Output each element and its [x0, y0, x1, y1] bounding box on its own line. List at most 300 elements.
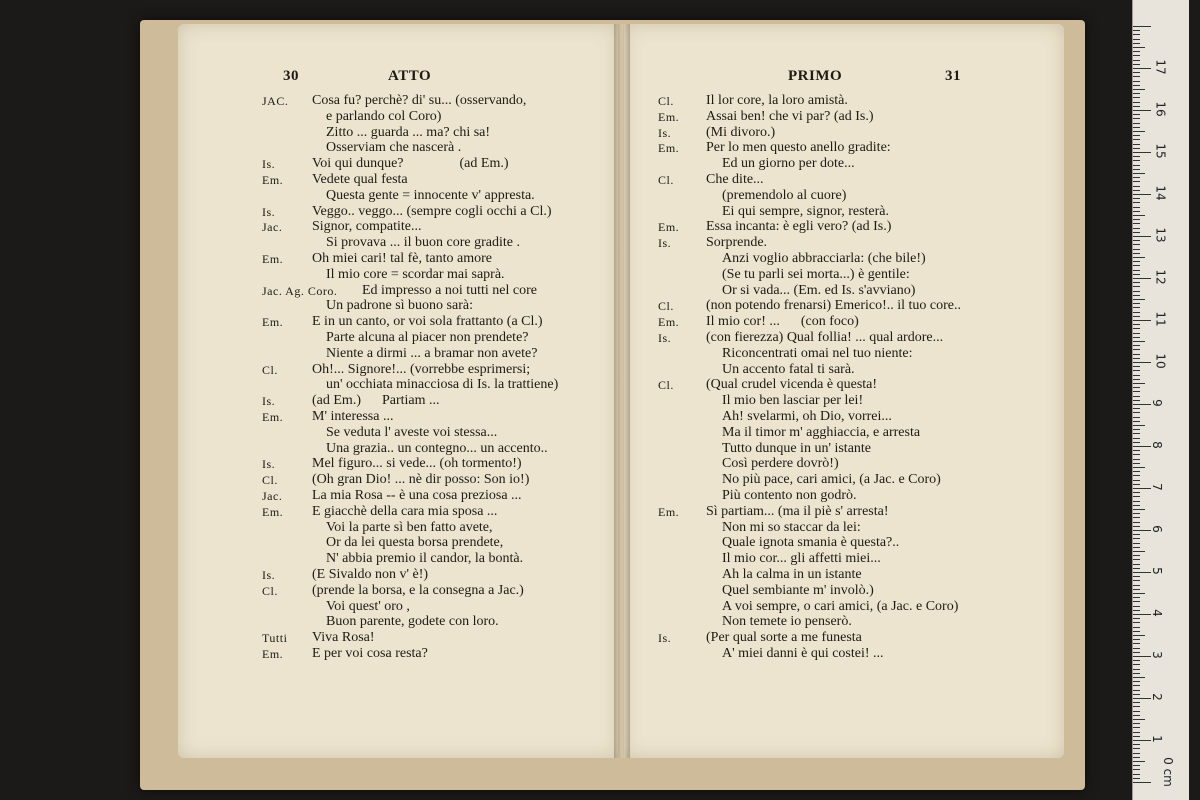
- ruler-tick: [1133, 664, 1140, 665]
- ruler-tick: [1133, 190, 1140, 191]
- ruler-tick: [1133, 685, 1140, 686]
- ruler-tick: [1133, 354, 1140, 355]
- ruler-tick: [1133, 438, 1140, 439]
- ruler-tick: [1133, 362, 1151, 363]
- ruler-tick: [1133, 551, 1145, 552]
- verse-text: Or si vada... (Em. ed Is. s'avviano): [722, 282, 916, 298]
- ruler-tick: [1133, 589, 1140, 590]
- ruler-tick: [1133, 400, 1140, 401]
- ruler-tick: [1133, 564, 1140, 565]
- ruler-tick: [1133, 715, 1140, 716]
- ruler-tick: [1133, 114, 1140, 115]
- ruler-tick: [1133, 618, 1140, 619]
- verse-text: E per voi cosa resta?: [312, 646, 428, 661]
- ruler-tick: [1133, 270, 1140, 271]
- ruler-tick: [1133, 240, 1140, 241]
- ruler-tick: [1133, 60, 1140, 61]
- ruler-tick: [1133, 744, 1140, 745]
- ruler-tick: [1133, 303, 1140, 304]
- ruler-tick: [1133, 727, 1140, 728]
- ruler-tick: [1133, 349, 1140, 350]
- ruler-tick: [1133, 421, 1140, 422]
- ruler-tick: [1133, 627, 1140, 628]
- verse-text: Voi qui dunque? (ad Em.): [312, 156, 509, 172]
- ruler-tick: [1133, 177, 1140, 178]
- ruler-tick: [1133, 711, 1140, 712]
- speaker-label: Is.: [658, 331, 672, 345]
- ruler-tick: [1133, 106, 1140, 107]
- verse-text: Buon parente, godete con loro.: [326, 614, 499, 630]
- ruler-number: 2: [1149, 693, 1164, 701]
- verse-text: Oh miei cari! tal fè, tanto amore: [312, 251, 492, 266]
- ruler-tick: [1133, 622, 1140, 623]
- ruler-tick: [1133, 635, 1145, 636]
- ruler-tick: [1133, 43, 1140, 44]
- speaker-label: Em.: [262, 315, 284, 330]
- verse-text: Anzi voglio abbracciarla: (che bile!): [722, 251, 926, 266]
- ruler-tick: [1133, 328, 1140, 329]
- right-running-head: PRIMO: [788, 68, 843, 84]
- verse-text: (non potendo frenarsi) Emerico!.. il tuo core..: [706, 298, 962, 314]
- verse-text: Ed impresso a noi tutti nel core: [362, 282, 537, 298]
- ruler-tick: [1133, 85, 1140, 86]
- ruler-number: 8: [1149, 441, 1164, 449]
- ruler-tick: [1133, 257, 1145, 258]
- ruler-number: 10: [1153, 353, 1168, 369]
- right-page-number: 31: [945, 68, 961, 84]
- verse-text: Voi la parte sì ben fatto avete,: [326, 519, 493, 535]
- verse-text: Quel sembiante m' involò.): [722, 582, 874, 598]
- ruler-tick: [1133, 396, 1140, 397]
- verse-text: Un padrone sì buono sarà:: [326, 298, 473, 314]
- ruler-tick: [1133, 454, 1140, 455]
- ruler-tick: [1133, 295, 1140, 296]
- ruler-tick: [1133, 694, 1140, 695]
- verse-text: (Per qual sorte a me funesta: [706, 630, 862, 646]
- ruler-tick: [1133, 631, 1140, 632]
- speaker-label: Em.: [262, 647, 284, 661]
- ruler-tick: [1133, 152, 1151, 153]
- verse-text: Il mio core = scordar mai saprà.: [326, 266, 505, 282]
- ruler-tick: [1133, 211, 1140, 212]
- ruler-tick: [1133, 194, 1151, 195]
- ruler-tick: [1133, 89, 1145, 90]
- ruler-tick: [1133, 148, 1140, 149]
- verse-text: Se veduta l' aveste voi stessa...: [326, 424, 498, 440]
- ruler-tick: [1133, 669, 1140, 670]
- verse-text: Voi quest' oro ,: [326, 598, 410, 614]
- speaker-label: Is.: [262, 394, 276, 409]
- speaker-label: Jac.: [262, 489, 283, 503]
- verse-text: Riconcentrati omai nel tuo niente:: [722, 345, 913, 361]
- verse-text: Ah! svelarmi, oh Dio, vorrei...: [722, 409, 892, 424]
- verse-text: Il mio cor... gli affetti miei...: [722, 551, 881, 567]
- verse-text: (ad Em.) Partiam ...: [312, 393, 440, 409]
- ruler-tick: [1133, 39, 1140, 40]
- ruler-tick: [1133, 236, 1151, 237]
- ruler-tick: [1133, 127, 1140, 128]
- verse-text: Quale ignota smania è questa?..: [722, 535, 900, 551]
- ruler-tick: [1133, 139, 1140, 140]
- ruler-number: 4: [1149, 609, 1164, 617]
- speaker-label: Cl.: [658, 94, 674, 108]
- ruler-tick: [1133, 366, 1140, 367]
- ruler-tick: [1133, 543, 1140, 544]
- verse-text: No più pace, cari amici, (a Jac. e Coro): [722, 472, 941, 488]
- verse-text: Il lor core, la loro amistà.: [706, 93, 848, 108]
- ruler-number: 1: [1149, 735, 1164, 743]
- verse-text: Osserviam che nascerà .: [326, 140, 462, 156]
- speaker-label: Jac.: [262, 220, 283, 235]
- speaker-label: Cl.: [262, 473, 278, 488]
- ruler-tick: [1133, 358, 1140, 359]
- ruler-tick: [1133, 274, 1140, 275]
- ruler-tick: [1133, 484, 1140, 485]
- ruler-tick: [1133, 568, 1140, 569]
- ruler-tick: [1133, 320, 1151, 321]
- ruler-tick: [1133, 110, 1151, 111]
- verse-text: A' miei danni è qui costei! ...: [722, 646, 884, 661]
- ruler-tick: [1133, 64, 1140, 65]
- ruler-number: 12: [1153, 269, 1168, 285]
- ruler-tick: [1133, 324, 1140, 325]
- ruler-tick: [1133, 135, 1140, 136]
- ruler-tick: [1133, 774, 1140, 775]
- ruler-unit-label: 0 cm: [1160, 757, 1175, 787]
- ruler-tick: [1133, 383, 1145, 384]
- verse-text: Viva Rosa!: [312, 630, 375, 646]
- left-page-number: 30: [283, 68, 299, 84]
- ruler-number: 13: [1153, 227, 1168, 243]
- ruler-tick: [1133, 740, 1151, 741]
- ruler-tick: [1133, 513, 1140, 514]
- ruler-tick: [1133, 232, 1140, 233]
- speaker-label: Em.: [658, 315, 680, 330]
- ruler-tick: [1133, 614, 1151, 615]
- ruler-tick: [1133, 202, 1140, 203]
- verse-text: Ma il timor m' agghiaccia, e arresta: [722, 424, 921, 440]
- verse-text: (Oh gran Dio! ... nè dir posso: Son io!): [312, 472, 530, 488]
- ruler-tick: [1133, 501, 1140, 502]
- ruler-tick: [1133, 404, 1151, 405]
- ruler-tick: [1133, 681, 1140, 682]
- ruler-tick: [1133, 526, 1140, 527]
- ruler-number: 6: [1149, 525, 1164, 533]
- speaker-label: Is.: [262, 457, 276, 472]
- verse-text: Una grazia.. un contegno... un accento..: [326, 440, 548, 456]
- ruler-tick: [1133, 417, 1140, 418]
- ruler-tick: [1133, 757, 1140, 758]
- ruler-tick: [1133, 169, 1140, 170]
- ruler-number: 11: [1153, 311, 1168, 327]
- verse-text: Essa incanta: è egli vero? (ad Is.): [706, 219, 892, 235]
- speaker-label: Em.: [658, 109, 680, 124]
- ruler-tick: [1133, 51, 1140, 52]
- ruler-tick: [1133, 530, 1151, 531]
- speaker-label: Cl.: [658, 299, 674, 314]
- ruler-tick: [1133, 207, 1140, 208]
- ruler-tick: [1133, 547, 1140, 548]
- speaker-label: Is.: [658, 236, 672, 251]
- ruler-number: 15: [1153, 143, 1168, 159]
- ruler-tick: [1133, 160, 1140, 161]
- ruler-number: 5: [1149, 567, 1164, 575]
- ruler-tick: [1133, 291, 1140, 292]
- speaker-label: Cl.: [658, 378, 674, 393]
- ruler-tick: [1133, 173, 1145, 174]
- ruler-number: 14: [1153, 185, 1168, 201]
- ruler-tick: [1133, 450, 1140, 451]
- ruler-tick: [1133, 719, 1145, 720]
- ruler-tick: [1133, 673, 1140, 674]
- ruler-tick: [1133, 379, 1140, 380]
- ruler-tick: [1133, 732, 1140, 733]
- ruler-tick: [1133, 265, 1140, 266]
- verse-text: Il mio cor! ... (con foco): [706, 314, 859, 330]
- left-running-head: ATTO: [388, 68, 432, 84]
- verse-text: Parte alcuna al piacer non prendete?: [326, 330, 529, 345]
- ruler-tick: [1133, 341, 1145, 342]
- ruler-tick: [1133, 253, 1140, 254]
- ruler-tick: [1133, 333, 1140, 334]
- ruler-tick: [1133, 198, 1140, 199]
- ruler-tick: [1133, 81, 1140, 82]
- ruler-tick: [1133, 475, 1140, 476]
- ruler-tick: [1133, 677, 1145, 678]
- verse-text: Ed un giorno per dote...: [722, 156, 855, 172]
- ruler-tick: [1133, 601, 1140, 602]
- ruler-tick: [1133, 698, 1151, 699]
- ruler-number: 17: [1153, 59, 1168, 75]
- ruler-tick: [1133, 660, 1140, 661]
- ruler-tick: [1133, 597, 1140, 598]
- verse-text: La mia Rosa -- è una cosa preziosa ...: [312, 488, 522, 503]
- verse-text: Tutto dunque in un' istante: [722, 440, 872, 456]
- verse-text: (Se tu parli sei morta...) è gentile:: [722, 266, 910, 282]
- verse-text: Signor, compatite...: [312, 219, 422, 235]
- ruler-tick: [1133, 72, 1140, 73]
- speaker-label: Em.: [658, 504, 680, 519]
- verse-text: Così perdere dovrò!): [722, 456, 839, 472]
- verse-text: Mel figuro... si vede... (oh tormento!): [312, 456, 522, 472]
- ruler-number: 9: [1149, 399, 1164, 407]
- ruler-tick: [1133, 480, 1140, 481]
- speaker-label: Is.: [658, 125, 672, 140]
- verse-text: Ei qui sempre, signor, resterà.: [722, 203, 890, 219]
- speaker-label: JAC.: [262, 94, 289, 108]
- ruler-tick: [1133, 34, 1140, 35]
- speaker-label: Em.: [262, 410, 284, 424]
- speaker-label: Em.: [262, 252, 284, 266]
- verse-text: Veggo.. veggo... (sempre cogli occhi a Cl.): [312, 203, 552, 219]
- ruler-tick: [1133, 68, 1151, 69]
- ruler-tick: [1133, 370, 1140, 371]
- verse-text: Più contento non godrò.: [722, 488, 857, 503]
- speaker-label: Is.: [262, 204, 276, 219]
- ruler-tick: [1133, 102, 1140, 103]
- ruler-tick: [1133, 26, 1151, 27]
- ruler-tick: [1133, 299, 1145, 300]
- ruler-tick: [1133, 769, 1140, 770]
- ruler-tick: [1133, 228, 1140, 229]
- ruler-tick: [1133, 517, 1140, 518]
- ruler-tick: [1133, 375, 1140, 376]
- ruler-tick: [1133, 459, 1140, 460]
- ruler-tick: [1133, 522, 1140, 523]
- speaker-label: Em.: [658, 220, 680, 235]
- ruler-tick: [1133, 534, 1140, 535]
- ruler-tick: [1133, 387, 1140, 388]
- speaker-label: Tutti: [262, 631, 288, 646]
- ruler-number: 3: [1149, 651, 1164, 659]
- ruler-tick: [1133, 778, 1140, 779]
- verse-text: Si provava ... il buon core gradite .: [326, 235, 521, 251]
- ruler-tick: [1133, 408, 1140, 409]
- ruler-tick: [1133, 429, 1140, 430]
- ruler-tick: [1133, 165, 1140, 166]
- ruler-tick: [1133, 488, 1151, 489]
- verse-text: Per lo men questo anello gradite:: [706, 140, 891, 156]
- verse-text: Ah la calma in un istante: [722, 567, 862, 582]
- verse-text: Sorprende.: [706, 235, 768, 251]
- ruler-tick: [1133, 496, 1140, 497]
- ruler-tick: [1133, 782, 1151, 783]
- speaker-label: Em.: [658, 141, 680, 156]
- ruler-tick: [1133, 690, 1140, 691]
- verse-text: Zitto ... guarda ... ma? chi sa!: [326, 124, 491, 140]
- ruler-tick: [1133, 244, 1140, 245]
- ruler-tick: [1133, 144, 1140, 145]
- ruler-tick: [1133, 118, 1140, 119]
- ruler-tick: [1133, 748, 1140, 749]
- verse-text: Che dite...: [706, 172, 764, 187]
- ruler-number: 16: [1153, 101, 1168, 117]
- verse-text: un' occhiata minacciosa di Is. la trattiene): [326, 377, 559, 393]
- ruler-tick: [1133, 223, 1140, 224]
- ruler-tick: [1133, 278, 1151, 279]
- speaker-label: Is.: [658, 631, 672, 646]
- verse-text: Vedete qual festa: [312, 172, 408, 187]
- verse-text: Assai ben! che vi par? (ad Is.): [706, 108, 874, 124]
- speaker-label: Cl.: [658, 173, 674, 187]
- ruler-tick: [1133, 559, 1140, 560]
- ruler-tick: [1133, 425, 1145, 426]
- ruler-tick: [1133, 761, 1145, 762]
- ruler-tick: [1133, 442, 1140, 443]
- ruler-tick: [1133, 702, 1140, 703]
- verse-text: Non mi so staccar da lei:: [722, 519, 861, 535]
- ruler-tick: [1133, 181, 1140, 182]
- ruler-tick: [1133, 555, 1140, 556]
- ruler-tick: [1133, 76, 1140, 77]
- verse-text: N' abbia premio il candor, la bontà.: [326, 551, 524, 567]
- ruler-tick: [1133, 345, 1140, 346]
- ruler-tick: [1133, 391, 1140, 392]
- ruler-tick: [1133, 509, 1145, 510]
- speaker-label: Em.: [262, 173, 284, 187]
- ruler-tick: [1133, 433, 1140, 434]
- ruler-tick: [1133, 186, 1140, 187]
- ruler-tick: [1133, 312, 1140, 313]
- measuring-ruler: [1132, 0, 1189, 800]
- speaker-label: Jac. Ag. Coro.: [262, 283, 338, 298]
- ruler-number: 7: [1149, 483, 1164, 491]
- ruler-tick: [1133, 446, 1151, 447]
- speaker-label: Em.: [262, 504, 284, 519]
- verse-text: Oh!... Signore!... (vorrebbe esprimersi;: [312, 361, 531, 377]
- verse-text: e parlando col Coro): [326, 108, 442, 124]
- verse-text: (premendolo al cuore): [722, 187, 847, 203]
- ruler-tick: [1133, 572, 1151, 573]
- ruler-tick: [1133, 652, 1140, 653]
- ruler-tick: [1133, 47, 1145, 48]
- speaker-label: Is.: [262, 568, 276, 582]
- verse-text: Un accento fatal ti sarà.: [722, 361, 855, 377]
- ruler-tick: [1133, 463, 1140, 464]
- ruler-tick: [1133, 219, 1140, 220]
- ruler-tick: [1133, 123, 1140, 124]
- ruler-tick: [1133, 643, 1140, 644]
- ruler-tick: [1133, 765, 1140, 766]
- verse-text: (Qual crudel vicenda è questa!: [706, 377, 878, 393]
- verse-text: Or da lei questa borsa prendete,: [326, 535, 504, 551]
- ruler-tick: [1133, 639, 1140, 640]
- ruler-tick: [1133, 471, 1140, 472]
- ruler-tick: [1133, 753, 1140, 754]
- verse-text: A voi sempre, o cari amici, (a Jac. e Coro): [722, 598, 959, 614]
- ruler-tick: [1133, 610, 1140, 611]
- ruler-tick: [1133, 648, 1140, 649]
- ruler-tick: [1133, 286, 1140, 287]
- ruler-tick: [1133, 606, 1140, 607]
- ruler-tick: [1133, 656, 1151, 657]
- verse-text: Questa gente = innocente v' appresta.: [326, 187, 535, 203]
- ruler-tick: [1133, 412, 1140, 413]
- verse-text: (con fierezza) Qual follia! ... qual ardore...: [706, 330, 944, 345]
- ruler-tick: [1133, 538, 1140, 539]
- ruler-tick: [1133, 337, 1140, 338]
- ruler-tick: [1133, 585, 1140, 586]
- speaker-label: Is.: [262, 157, 276, 172]
- ruler-tick: [1133, 307, 1140, 308]
- verse-text: E giacchè della cara mia sposa ...: [312, 503, 498, 519]
- verse-text: (E Sivaldo non v' è!): [312, 567, 429, 582]
- ruler-tick: [1133, 249, 1140, 250]
- verse-text: (prende la borsa, e la consegna a Jac.): [312, 582, 524, 598]
- verse-text: Niente a dirmi ... a bramar non avete?: [326, 345, 538, 361]
- ruler-tick: [1133, 736, 1140, 737]
- ruler-tick: [1133, 55, 1140, 56]
- ruler-tick: [1133, 593, 1145, 594]
- verse-text: Il mio ben lasciar per lei!: [722, 393, 864, 409]
- ruler-tick: [1133, 215, 1145, 216]
- verse-text: Sì partiam... (ma il piè s' arresta!: [706, 503, 889, 519]
- ruler-tick: [1133, 282, 1140, 283]
- verse-text: Cosa fu? perchè? di' su... (osservando,: [312, 93, 527, 108]
- ruler-tick: [1133, 505, 1140, 506]
- ruler-tick: [1133, 580, 1140, 581]
- ruler-tick: [1133, 467, 1145, 468]
- ruler-tick: [1133, 492, 1140, 493]
- speaker-label: Cl.: [262, 362, 278, 377]
- ruler-tick: [1133, 576, 1140, 577]
- ruler-tick: [1133, 723, 1140, 724]
- verse-text: E in un canto, or voi sola frattanto (a Cl.): [312, 314, 543, 330]
- ruler-tick: [1133, 131, 1145, 132]
- verse-text: M' interessa ...: [312, 409, 394, 424]
- ruler-tick: [1133, 156, 1140, 157]
- verse-text: Non temete io penserò.: [722, 614, 852, 630]
